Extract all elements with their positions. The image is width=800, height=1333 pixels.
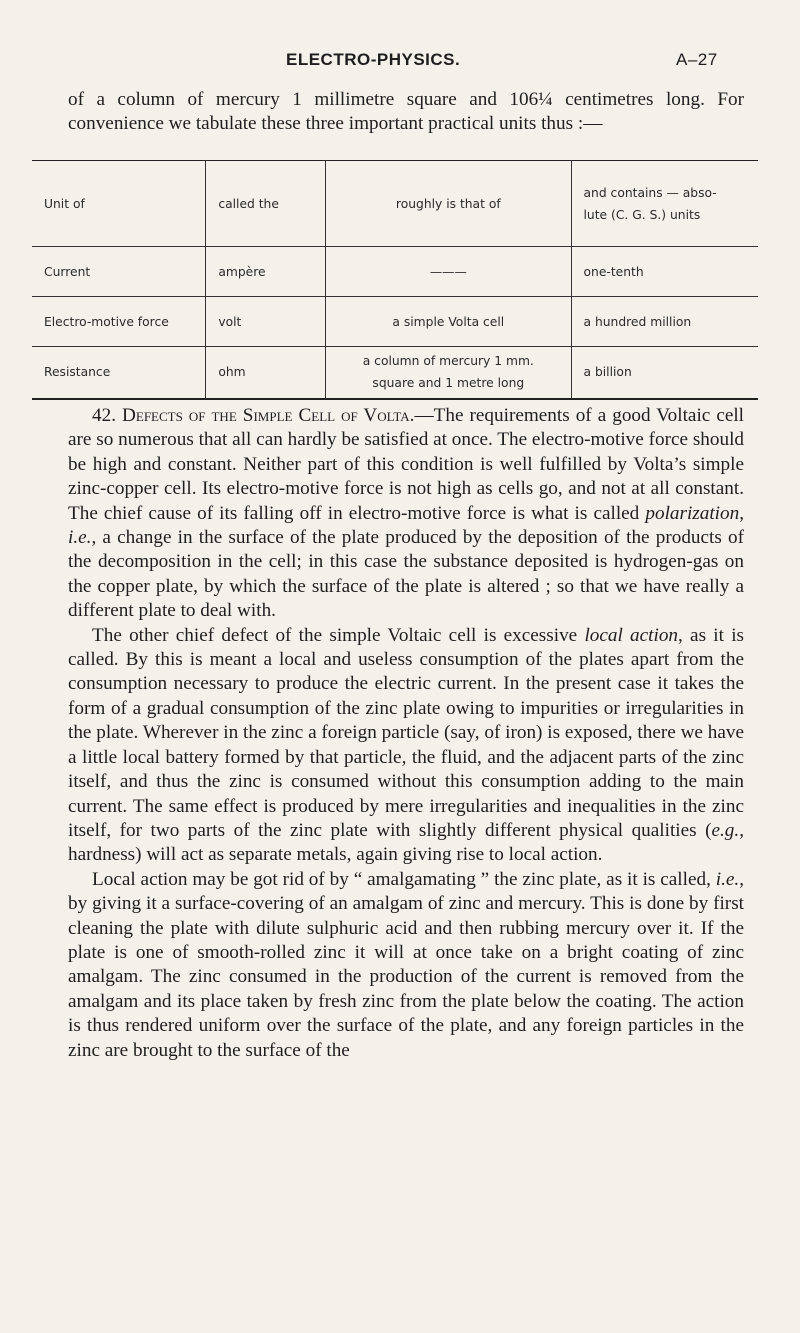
table-cell [326, 347, 571, 399]
paragraph [68, 404, 744, 624]
text-run: —The requirements of a good Voltaic cell are so numerous that all can hardly be satisfied at once. The electro-motive force should be high and constant. Neither part of this condition is well fulfilled by Volta’s simple zinc-copper cell. Its electro-motive force is not high as cells go, and not at all constant. The chief cause of its falling off in electro-motive force is what is called [68, 405, 745, 524]
text-run: local action [584, 624, 679, 646]
page-number: A–27 [676, 50, 718, 69]
table-cell [32, 247, 206, 297]
units-table [32, 160, 758, 400]
table-cell [326, 247, 571, 297]
table-cell [571, 247, 758, 297]
cell-text: ——— [429, 264, 467, 279]
table-row [32, 297, 758, 347]
text-run: , hardness) will act as separate metals, again giving rise to local action. [68, 819, 744, 866]
text-run: i.e. [68, 527, 92, 549]
table-cell [206, 347, 326, 399]
cell-text: a hundred million [583, 314, 692, 329]
paragraph [68, 868, 744, 1063]
table-cell [206, 247, 326, 297]
header-called-the [206, 161, 326, 247]
paragraph [68, 624, 744, 868]
cell-text: Electro-motive force [44, 314, 169, 329]
section-heading: Defects of the Simple Cell of Volta. [122, 405, 415, 426]
table-cell [571, 297, 758, 347]
table-cell [571, 347, 758, 399]
cell-text: a column of mercury 1 mm. square and 1 metre long [362, 354, 534, 391]
header-label: called the [218, 196, 279, 211]
table-cell [32, 297, 206, 347]
text-run: Local action may be got rid of by “ amalgamating ” the zinc plate, as it is called, [92, 868, 716, 890]
intro-paragraph [68, 88, 744, 137]
cell-text: one-tenth [583, 264, 644, 279]
cell-text: Current [44, 264, 91, 279]
running-head [0, 50, 800, 74]
text-run: , as it is called. By this is meant a local and useless consumption of the plates apart from the consumption necessary to produce the electric current. In the present case it takes the form of a gradual consumption of the zinc plate owing to impurities or irregularities in the plate. Wherever in the zinc a foreign particle (say, of iron) is exposed, there we have a little local battery formed by that particle, the fluid, and the adjacent parts of the zinc itself, and thus the zinc is consumed without this consumption adding to the main current. The same effect is produced by mere irregularities and inequalities in the zinc itself, for two parts of the zinc plate with slightly different physical qualities ( [68, 624, 744, 841]
header-label: Unit of [44, 196, 85, 211]
header-contains [571, 161, 758, 247]
text-run: polarization [645, 502, 740, 524]
text-run: , a change in the surface of the plate produced by the deposition of the products of the decomposition in the cell; in this case the substance deposited is hydrogen-gas on the copper plate, by which the surface of the plate is altered ; so that we have really a different plate to deal with. [68, 527, 744, 622]
text-run: , [739, 502, 744, 524]
section-42 [68, 404, 744, 1063]
table-row [32, 347, 758, 399]
header-roughly [326, 161, 571, 247]
table-row [32, 247, 758, 297]
cell-text: volt [218, 314, 242, 329]
table-cell [32, 347, 206, 399]
cell-text: Resistance [44, 365, 111, 380]
table-cell [206, 297, 326, 347]
header-label: and contains — abso- lute (C. G. S.) units [583, 185, 717, 222]
text-run: e.g. [711, 819, 740, 841]
header-unit-of [32, 161, 206, 247]
cell-text: a billion [583, 365, 632, 380]
text-run: The other chief defect of the simple Voltaic cell is excessive [92, 624, 585, 646]
intro-text: of a column of mercury 1 millimetre square and 106¼ centimetres long. For convenience we tabulate these three important practical units thus :— [68, 89, 744, 135]
header-label: roughly is that of [395, 196, 501, 211]
cell-text: ohm [218, 365, 246, 380]
section-number: 42. [92, 405, 116, 426]
text-run: , by giving it a surface-covering of an amalgam of zinc and mercury. This is done by first cleaning the plate with dilute sulphuric acid and then rubbing mercury over it. If the plate is one of smooth-rolled zinc it will at once take on a bright coating of zinc amalgam. The zinc consumed in the production of the current is removed from the amalgam and its place taken by fresh zinc from the plate below the coating. The action is thus rendered uniform over the surface of the plate, and any foreign particles in the zinc are brought to the surface of the [68, 868, 744, 1061]
cell-text: ampère [218, 264, 266, 279]
table-header [32, 161, 758, 247]
running-title: ELECTRO-PHYSICS. [286, 50, 461, 69]
cell-text: a simple Volta cell [392, 314, 505, 329]
table-header-row [32, 161, 758, 247]
text-run: i.e. [715, 868, 740, 890]
table-cell [326, 297, 571, 347]
